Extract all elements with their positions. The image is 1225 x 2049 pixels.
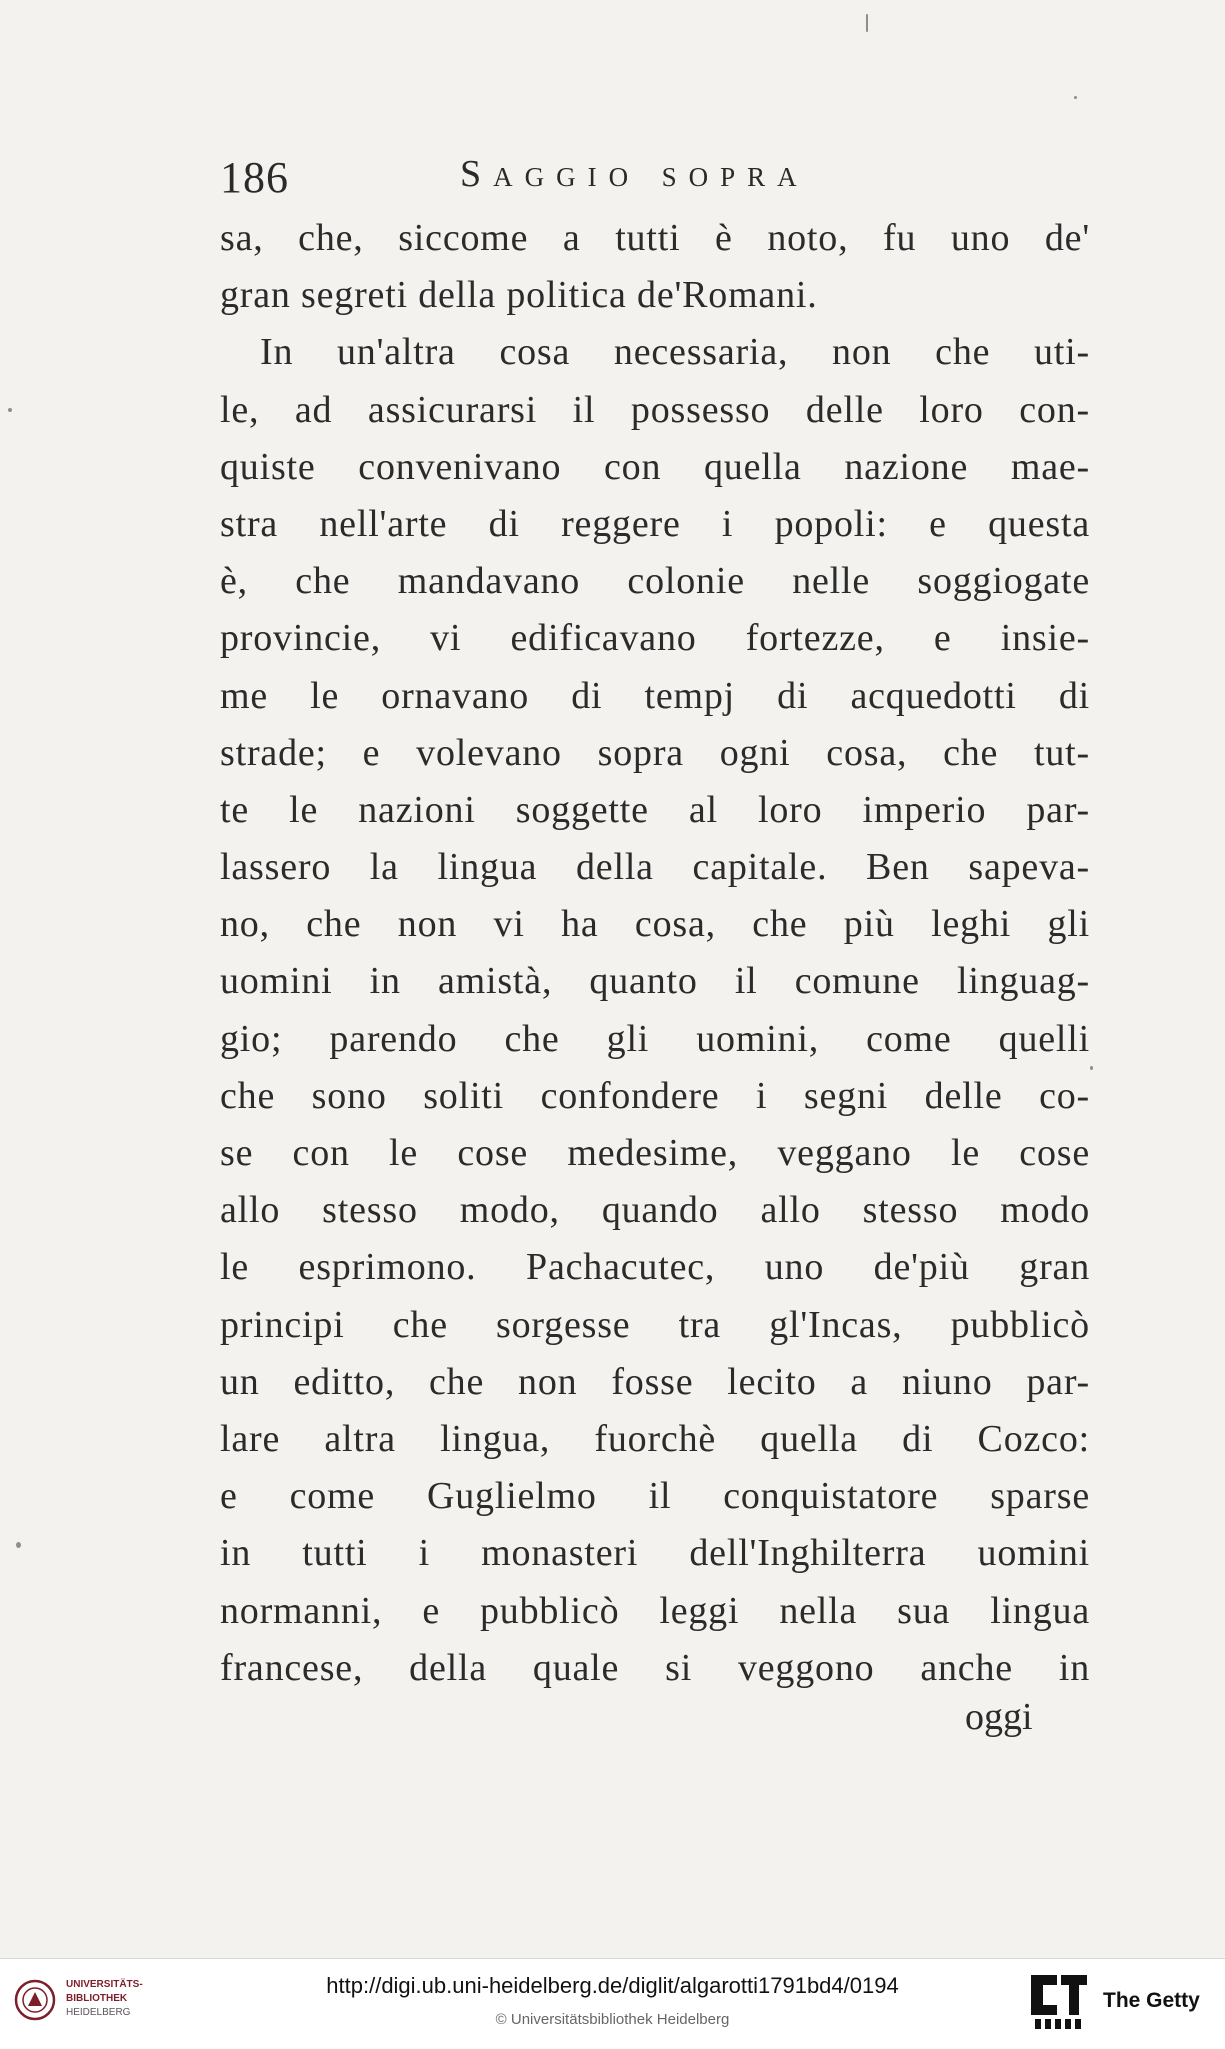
- text-line: normanni, e pubblicò leggi nella sua lingua: [220, 1589, 1090, 1632]
- library-name-line: UNIVERSITÄTS-: [66, 1979, 143, 1990]
- getty-logo: [1021, 1969, 1211, 2035]
- text-line: lare altra lingua, fuorchè quella di Cozco:: [220, 1417, 1090, 1460]
- text-line: no, che non vi ha cosa, che più leghi gli: [220, 903, 1090, 946]
- body-text: [220, 210, 1090, 1697]
- text-line: un editto, che non fosse lecito a niuno par-: [220, 1360, 1090, 1403]
- page-number: 186: [220, 153, 289, 202]
- text-line: che sono soliti confondere i segni delle co-: [220, 1074, 1090, 1117]
- attribution-footer: [0, 1958, 1225, 2049]
- text-line: quiste convenivano con quella nazione mae-: [220, 445, 1090, 488]
- paper-speck: [1090, 1066, 1093, 1070]
- text-line: allo stesso modo, quando allo stesso modo: [220, 1189, 1090, 1232]
- text-line: gio; parendo che gli uomini, come quelli: [220, 1017, 1090, 1060]
- getty-mark-icon: [1029, 1973, 1089, 2031]
- text-line: e come Guglielmo il conquistatore sparse: [220, 1475, 1090, 1518]
- paper-speck: [1074, 96, 1077, 99]
- text-line: è, che mandavano colonie nelle soggiogate: [220, 560, 1090, 603]
- text-line: te le nazioni soggette al loro imperio par-: [220, 788, 1090, 831]
- text-line: francese, della quale si veggono anche in: [220, 1646, 1090, 1689]
- catchword: oggi: [965, 1696, 1033, 1738]
- text-line: In un'altra cosa necessaria, non che uti-: [260, 331, 1090, 374]
- text-line: uomini in amistà, quanto il comune linguag-: [220, 960, 1090, 1003]
- text-line: provincie, vi edificavano fortezze, e insie-: [220, 617, 1090, 660]
- text-line: gran segreti della politica de'Romani.: [220, 274, 818, 317]
- text-line: me le ornavano di tempj di acquedotti di: [220, 674, 1090, 717]
- text-line: le, ad assicurarsi il possesso delle loro con-: [220, 388, 1090, 431]
- text-line: sa, che, siccome a tutti è noto, fu uno de': [220, 217, 1090, 259]
- page-header: [220, 152, 1100, 210]
- text-line: se con le cose medesime, veggano le cose: [220, 1132, 1090, 1174]
- text-line: principi che sorgesse tra gl'Incas, pubblicò: [220, 1303, 1090, 1346]
- text-line: lassero la lingua della capitale. Ben sapeva-: [220, 846, 1090, 889]
- source-url[interactable]: http://digi.ub.uni-heidelberg.de/diglit/algarotti1791bd4/0194: [326, 1973, 899, 1998]
- copyright-notice: © Universitätsbibliothek Heidelberg: [495, 2011, 730, 2028]
- paper-speck: [8, 408, 12, 412]
- paper-speck: [16, 1542, 21, 1548]
- text-line: le esprimono. Pachacutec, uno de'più gran: [220, 1246, 1090, 1289]
- text-line: stra nell'arte di reggere i popoli: e questa: [220, 502, 1090, 545]
- text-line: in tutti i monasteri dell'Inghilterra uomini: [220, 1532, 1090, 1575]
- running-head: Saggio sopra: [460, 153, 809, 195]
- text-line: strade; e volevano sopra ogni cosa, che tut-: [220, 731, 1090, 774]
- library-name-line: BIBLIOTHEK: [66, 1993, 128, 2004]
- paper-speck: [866, 14, 868, 32]
- library-name-line: HEIDELBERG: [66, 2007, 131, 2018]
- getty-label: The Getty: [1103, 1989, 1200, 2012]
